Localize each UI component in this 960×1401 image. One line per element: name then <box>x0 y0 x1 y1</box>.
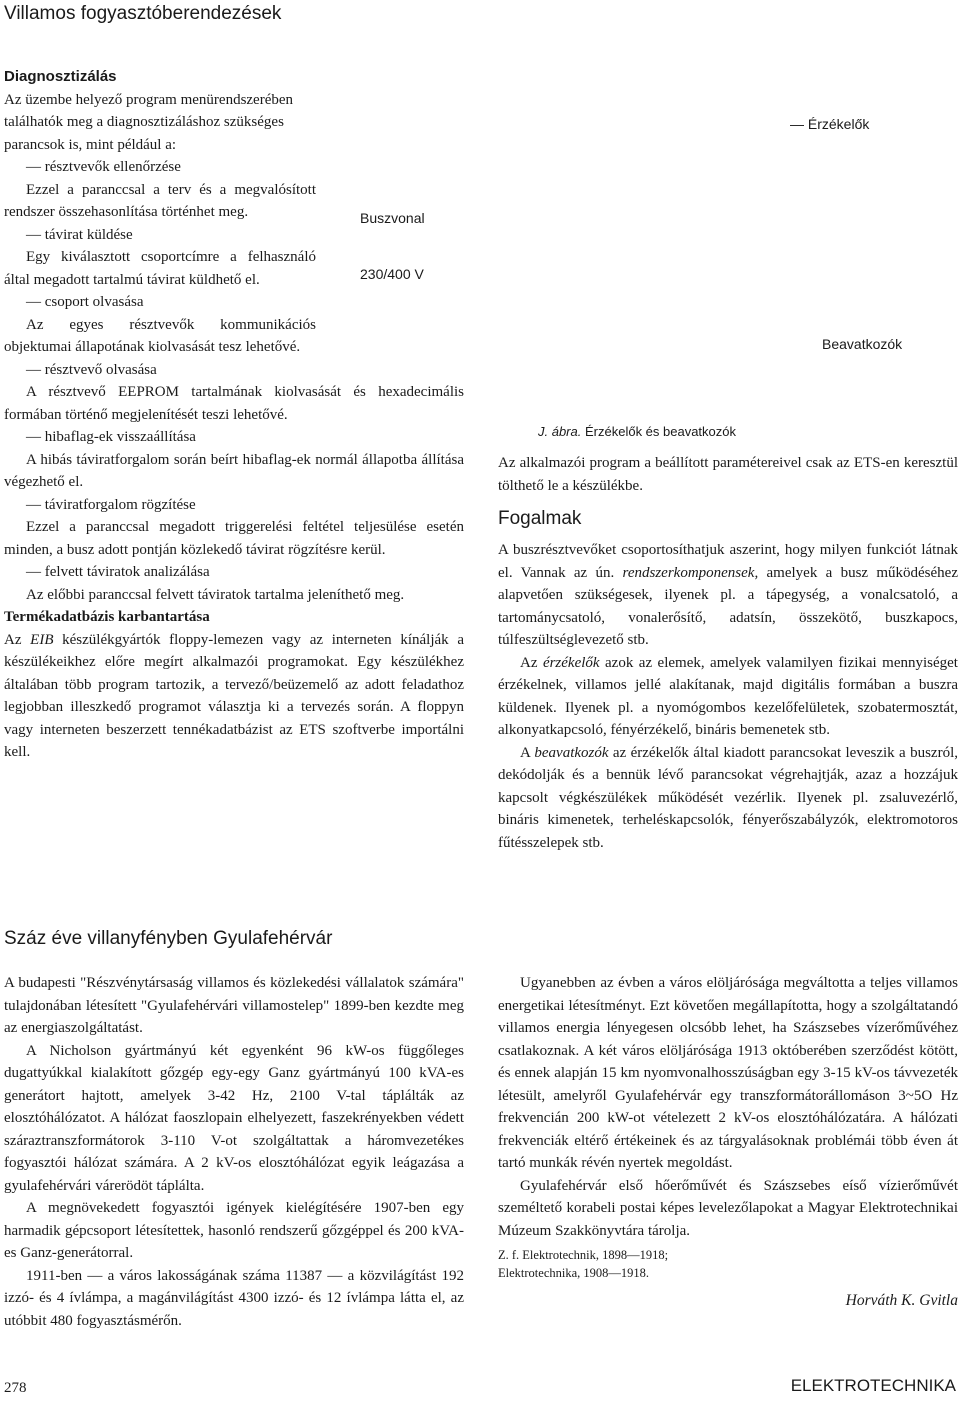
article-paragraph: Gyulafehérvár első hőerőművét és Szászsebes eíső vízierőművét személtető korabeli postai képes levelezőlapokat a Magyar Elektrotechnikai Múzeum Szakkönyvtára tárolja. <box>498 1177 958 1239</box>
article-paragraph: A Nicholson gyártmányú két egyenként 96 kW-os függőleges dugattyúkkal kialakított gőzgép egy-egy Ganz gyártmányú 100 kVA-es generátort hajtott, amelyek 3-42 Hz, 2100 V-tal táplálták az elosztóhálózatot. A hálózat faoszlopain elhelyezett, faszekrényekben védett száraztranszformátorok 3-110 V-ot szolgáltattak a háromvezetékes fogyasztói hálózat számára. A 2 kV-os elosztóhálózat egyik leágazása a gyulafehérvári várerödöt táplálta. <box>4 1042 464 1194</box>
command-text: A hibás táviratforgalom során beírt hibaflag-ek normál állapotba állítása végezhető el. <box>4 451 464 490</box>
command-title: — felvett táviratok analizálása <box>26 564 210 580</box>
p2-part-b: amelyek a busz működéséhez alapvetően szükségesek, ilyenek pl. a tápegység, a vonalcsatoló, a tartománycsatoló, vonalerősítő, adatsín, összekötő, buszkapocs, túlfeszültséglevezető stb. <box>498 564 958 648</box>
article-paragraph: A budapesti "Részvénytársaság villamos és közlekedési vállalatok számára" tulajdonában létesített "Gyulafehérvári villamostelep" 1899-ben kezdte meg az energiaszolgáltatást. <box>4 975 464 1036</box>
right-column <box>498 452 958 854</box>
command-text: Egy kiválasztott csoportcímre a felhasználó által megadott tartalmú távirat küldhető el. <box>4 249 316 288</box>
page-number: 278 <box>4 1380 27 1396</box>
p3-part-a: Az <box>520 654 543 671</box>
intro-paragraph: Az üzembe helyező program menürendszerében találhatók meg a diagnosztizáláshoz szükséges parancsok is, mint például a: <box>4 91 294 153</box>
p2-part-b: készülékgyártók floppy-lemezen vagy az interneten kínálják a készülékeikhez előre megírt alkalmazói programokat. Egy készülékhez általában több program tartozik, a tervező/beüzemelő az adott feladathoz legjobban illeszkedő programot választja ki a tervezés során. A floppyn vagy interneten beszerzett tennékadatbázist az ETS szoftverbe importálni kell. <box>4 631 464 760</box>
section-heading-termekadatbazis: Termékadatbázis karbantartása <box>4 609 210 625</box>
command-item <box>4 291 464 359</box>
figure-caption-number: J. ábra. <box>538 424 582 439</box>
article-title: Száz éve villanyfényben Gyulafehérvár <box>4 928 333 949</box>
figure-label-buszvonal: Buszvonal <box>360 210 425 226</box>
eib-term: EIB <box>30 631 54 648</box>
left-column <box>4 66 464 764</box>
figure-caption-text: Érzékelők és beavatkozók <box>584 424 737 439</box>
command-item <box>4 426 464 494</box>
command-item <box>4 561 464 606</box>
figure-caption <box>538 424 736 439</box>
p4-part-a: A <box>520 744 535 761</box>
beavatkozok-paragraph <box>498 742 958 855</box>
erzekelok-term: érzékelők <box>542 654 600 671</box>
reference-line: Z. f. Elektrotechnik, 1898—1918; <box>498 1248 669 1262</box>
article-left-column <box>4 972 464 1332</box>
command-text: Ezzel a paranccsal megadott triggerelési feltétel teljesülése esetén minden, a busz adott pontján közlekedő távirat rögzítésre kerül. <box>4 519 464 558</box>
command-title: — táviratforgalom rögzítése <box>26 496 196 513</box>
command-text: Az előbbi paranccsal felvett táviratok tartalma jeleníthető meg. <box>26 586 405 603</box>
article-paragraph: 1911-ben — a város lakosságának száma 11387 — a közvilágítást 192 izzó- és 4 ívlámpa, a magánvilágítást 4300 izzó- és 12 ívlámpa látta el, az utóbbit 480 fogyasztásmérőn. <box>4 1267 464 1329</box>
article-right-column <box>498 972 958 1313</box>
command-text: Az egyes résztvevők kommunikációs objektumai állapotának kiolvasását tesz lehetővé. <box>4 316 316 355</box>
section-heading-diagnosztizalas: Diagnosztizálás <box>4 68 117 85</box>
command-title: — hibaflag-ek visszaállítása <box>26 429 196 445</box>
command-item <box>4 494 464 562</box>
author-signature: Horváth K. Gvitla <box>845 1292 958 1309</box>
right-intro-paragraph: Az alkalmazói program a beállított paramétereivel csak az ETS-en keresztül tölthető le a készülékbe. <box>498 455 958 494</box>
section-heading-fogalmak: Fogalmak <box>498 508 582 529</box>
article-paragraph: A megnövekedett fogyasztói igények kielégítésére 1907-ben egy harmadik gépcsoport létesítettek, hasonló rendszerű gőzgéppel és 200 kVA-es Ganz-generátorral. <box>4 1200 464 1261</box>
running-header <box>0 0 960 28</box>
command-item <box>4 359 464 427</box>
command-title: — résztvevők ellenőrzése <box>26 159 181 175</box>
command-text: Ezzel a paranccsal a terv és a megvalósított rendszer összehasonlítása történhet meg. <box>4 181 316 220</box>
termekadatbazis-paragraph <box>4 629 464 764</box>
p4-part-b: az érzékelők által kiadott parancsokat leveszik a buszról, dekódolják és a bennük lévő parancsokat végrehajtják, azaz a hozzájuk kapcsolt végkészülékek működését vezérlik. Ilyenek pl. zsaluvezérlő, bináris kimenetek, terheléskapcsolók, fényerőszabályzók, elektromotoros fűtésszelepek stb. <box>498 744 958 851</box>
command-title: — résztvevő olvasása <box>26 361 157 378</box>
figure-label-erzekelok: — Érzékelők <box>790 116 870 132</box>
rendszerkomponensek-term: rendszerkomponensek, <box>622 564 759 581</box>
beavatkozok-term: beavatkozók <box>534 744 609 761</box>
command-title: — csoport olvasása <box>26 294 144 310</box>
journal-name: ELEKTROTECHNIKA <box>790 1376 956 1395</box>
p2-part-a: Az <box>4 631 31 648</box>
reference-line: Elektrotechnika, 1908—1918. <box>498 1266 650 1280</box>
figure-label-voltage: 230/400 V <box>360 266 424 282</box>
fogalmak-paragraph <box>498 539 958 652</box>
command-title: — távirat küldése <box>26 226 133 243</box>
p3-part-b: azok az elemek, amelyek valamilyen fizikai mennyiséget érzékelnek, villamos jellé alakítanak, majd digitális formában a buszra küldenek. Ilyenek pl. a nyomógombos kezelőfelületek, szobatermosztát, alkonyatkapcsoló, fényérzékelő, bináris bemenetek stb. <box>498 654 958 738</box>
header-title: Villamos fogyasztóberendezések <box>4 3 282 24</box>
article-paragraph: Ugyanebben az évben a város elöljárósága megváltotta a teljes villamos energetikai létesítményt. Ezt követően megállapította, hogy a szolgáltatandó villamos energia lényegesen olcsóbb lehet, ha Szászsebes vízerőművéhez csatlakoznak. A két város elöljárósága 1913 októberében szerződést kötött, és ennek alapján 15 km nyomvonalhosszúságban egy 3-15 kV-os távvezeték létesült, amelyről Gyulafehérvár egy transzformátorállomáson 3~5O Hz frekvencián 200 kW-ot vételezett 2 kV-os elosztóhálózatára. A hálózati frekvenciák eltérő értékeinek és az tárgyalásoknak problémái több éven át tartó munkák révén nyertek megoldást. <box>498 975 958 1171</box>
command-text: A résztvevő EEPROM tartalmának kiolvasását és hexadecimális formában történő megjelenítését teszi lehetővé. <box>4 384 464 423</box>
erzekelok-paragraph <box>498 652 958 742</box>
figure-label-beavatkozok: Beavatkozók <box>822 336 903 352</box>
p2-part-a: A buszrésztvevőket csoportosíthatjuk aszerint, hogy milyen funkciót látnak el. Vannak az ún. <box>498 542 958 581</box>
